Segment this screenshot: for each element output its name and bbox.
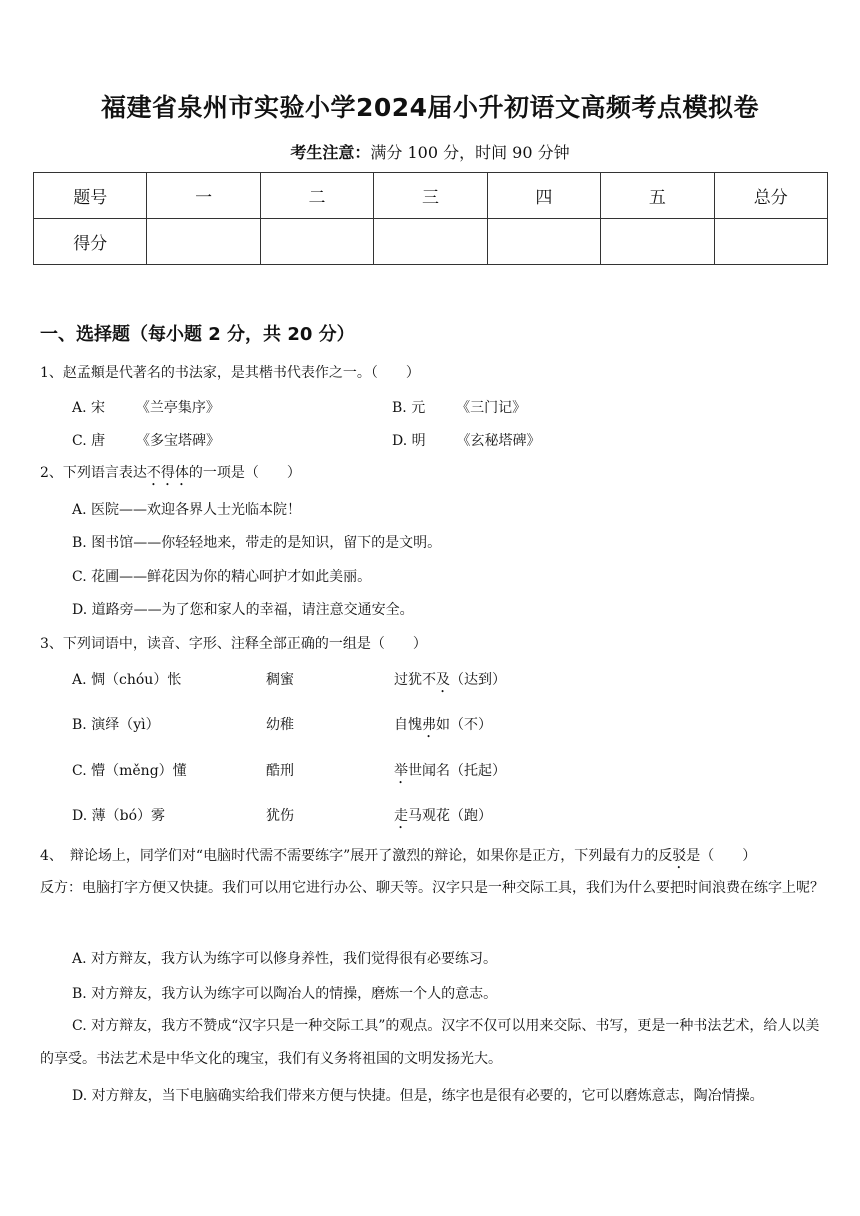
q3-option-c-word2: 酷刑 — [266, 763, 294, 779]
stem-text: 是（ ） — [686, 848, 757, 864]
q4-option-d: D. 对方辩友，当下电脑确实给我们带来方便与快捷。但是，练字也是很有必要的，它可以磨炼意志，陶冶情操。 — [72, 1088, 764, 1104]
score-header-cell: 四 — [487, 173, 600, 219]
q1-option-d — [392, 430, 541, 450]
q3-option-a-word: A. 惆（chóu）怅 — [72, 672, 182, 688]
q3-option-d-idiom — [394, 805, 492, 832]
score-table-score-row — [34, 219, 828, 265]
stem-text: 4、 辩论场上，同学们对“电脑时代需不需要练字”展开了激烈的辩论，如果你是正方，下列最有力的反 — [40, 848, 673, 864]
score-table-header-row — [34, 173, 828, 219]
option-letter: C. — [72, 433, 87, 449]
q3-option-b-word2: 幼稚 — [266, 717, 294, 733]
question-3-stem: 3、下列词语中，读音、字形、注释全部正确的一组是（ ） — [40, 636, 427, 652]
idiom-text: 过犹不 — [394, 672, 436, 688]
q3-option-b-word: B. 演绎（yì） — [72, 717, 160, 733]
q3-option-d-word2: 犹伤 — [266, 808, 294, 824]
option-work: 《多宝塔碑》 — [136, 433, 221, 449]
idiom-text: 自愧 — [394, 717, 422, 733]
q4-option-c: C. 对方辩友，我方不赞成“汉字只是一种交际工具”的观点。汉字不仅可以用来交际、书写，更是一种书法艺术，给人以美的享受。书法艺术是中华文化的瑰宝，我们有义务将祖国的文明发扬光大。 — [40, 1018, 820, 1067]
q3-option-b-idiom — [394, 714, 492, 741]
option-letter: D. — [392, 433, 408, 449]
score-cell — [374, 219, 487, 265]
question-4-stem — [40, 845, 756, 872]
emphasized-text: 驳 — [672, 848, 687, 864]
option-letter: A. — [72, 400, 87, 416]
score-cell — [714, 219, 827, 265]
q2-option-d: D. 道路旁——为了您和家人的幸福，请注意交通安全。 — [72, 602, 414, 618]
score-header-cell: 题号 — [34, 173, 147, 219]
option-era: 唐 — [91, 433, 106, 449]
q3-option-d-word: D. 薄（bó）雾 — [72, 808, 166, 824]
option-work: 《兰亭集序》 — [135, 400, 220, 416]
idiom-text: 马观花（跑） — [408, 808, 492, 824]
q1-option-c — [72, 430, 220, 450]
q4-context: 反方：电脑打字方便又快捷。我们可以用它进行办公、聊天等。汉字只是一种交际工具，我们为什么要把时间浪费在练字上呢？ — [40, 880, 824, 896]
option-letter: B. — [392, 400, 407, 416]
score-cell — [147, 219, 260, 265]
q2-option-a: A. 医院——欢迎各界人士光临本院！ — [72, 502, 302, 518]
question-2-stem — [40, 462, 301, 489]
emphasized-text: 走 — [394, 808, 408, 824]
score-header-cell: 二 — [260, 173, 373, 219]
q2-option-c: C. 花圃——鲜花因为你的精心呵护才如此美丽。 — [72, 569, 372, 585]
question-1-stem: 1、赵孟頫是代著名的书法家，是其楷书代表作之一。（ ） — [40, 365, 420, 381]
idiom-text: （达到） — [450, 672, 506, 688]
q1-option-b — [392, 397, 526, 417]
score-header-cell: 五 — [601, 173, 714, 219]
option-work: 《玄秘塔碑》 — [456, 433, 541, 449]
q2-option-b: B. 图书馆——你轻轻地来，带走的是知识，留下的是文明。 — [72, 535, 442, 551]
q3-option-a-idiom — [394, 669, 506, 696]
option-era: 元 — [411, 400, 426, 416]
score-header-cell: 一 — [147, 173, 260, 219]
emphasized-text: 举 — [394, 763, 408, 779]
q4-option-b: B. 对方辩友，我方认为练字可以陶冶人的情操，磨炼一个人的意志。 — [72, 986, 498, 1002]
score-table — [33, 172, 828, 265]
exam-notice — [0, 140, 860, 163]
emphasized-text: 不得体 — [146, 465, 189, 481]
notice-label: 考生注意： — [290, 143, 371, 162]
score-row-label: 得分 — [34, 219, 147, 265]
option-era: 明 — [411, 433, 426, 449]
option-era: 宋 — [91, 400, 106, 416]
score-header-cell: 总分 — [714, 173, 827, 219]
q3-option-c-word: C. 懵（měng）懂 — [72, 763, 187, 779]
q4-option-a: A. 对方辩友，我方认为练字可以修身养性，我们觉得很有必要练习。 — [72, 951, 498, 967]
idiom-text: 如（不） — [436, 717, 492, 733]
emphasized-text: 及 — [436, 672, 450, 688]
score-cell — [260, 219, 373, 265]
notice-text: 满分 100 分，时间 90 分钟 — [370, 143, 570, 162]
idiom-text: 世闻名（托起） — [408, 763, 506, 779]
q3-option-a-word2: 稠蜜 — [266, 672, 294, 688]
score-cell — [487, 219, 600, 265]
q3-option-c-idiom — [394, 760, 506, 787]
emphasized-text: 弗 — [422, 717, 436, 733]
option-work: 《三门记》 — [456, 400, 527, 416]
q1-option-a — [72, 397, 220, 417]
score-cell — [601, 219, 714, 265]
stem-text: 2、下列语言表达 — [40, 465, 147, 481]
score-header-cell: 三 — [374, 173, 487, 219]
section-title: 一、选择题（每小题 2 分，共 20 分） — [40, 324, 355, 345]
page-title: 福建省泉州市实验小学2024届小升初语文高频考点模拟卷 — [100, 93, 760, 122]
stem-text: 的一项是（ ） — [188, 465, 301, 481]
